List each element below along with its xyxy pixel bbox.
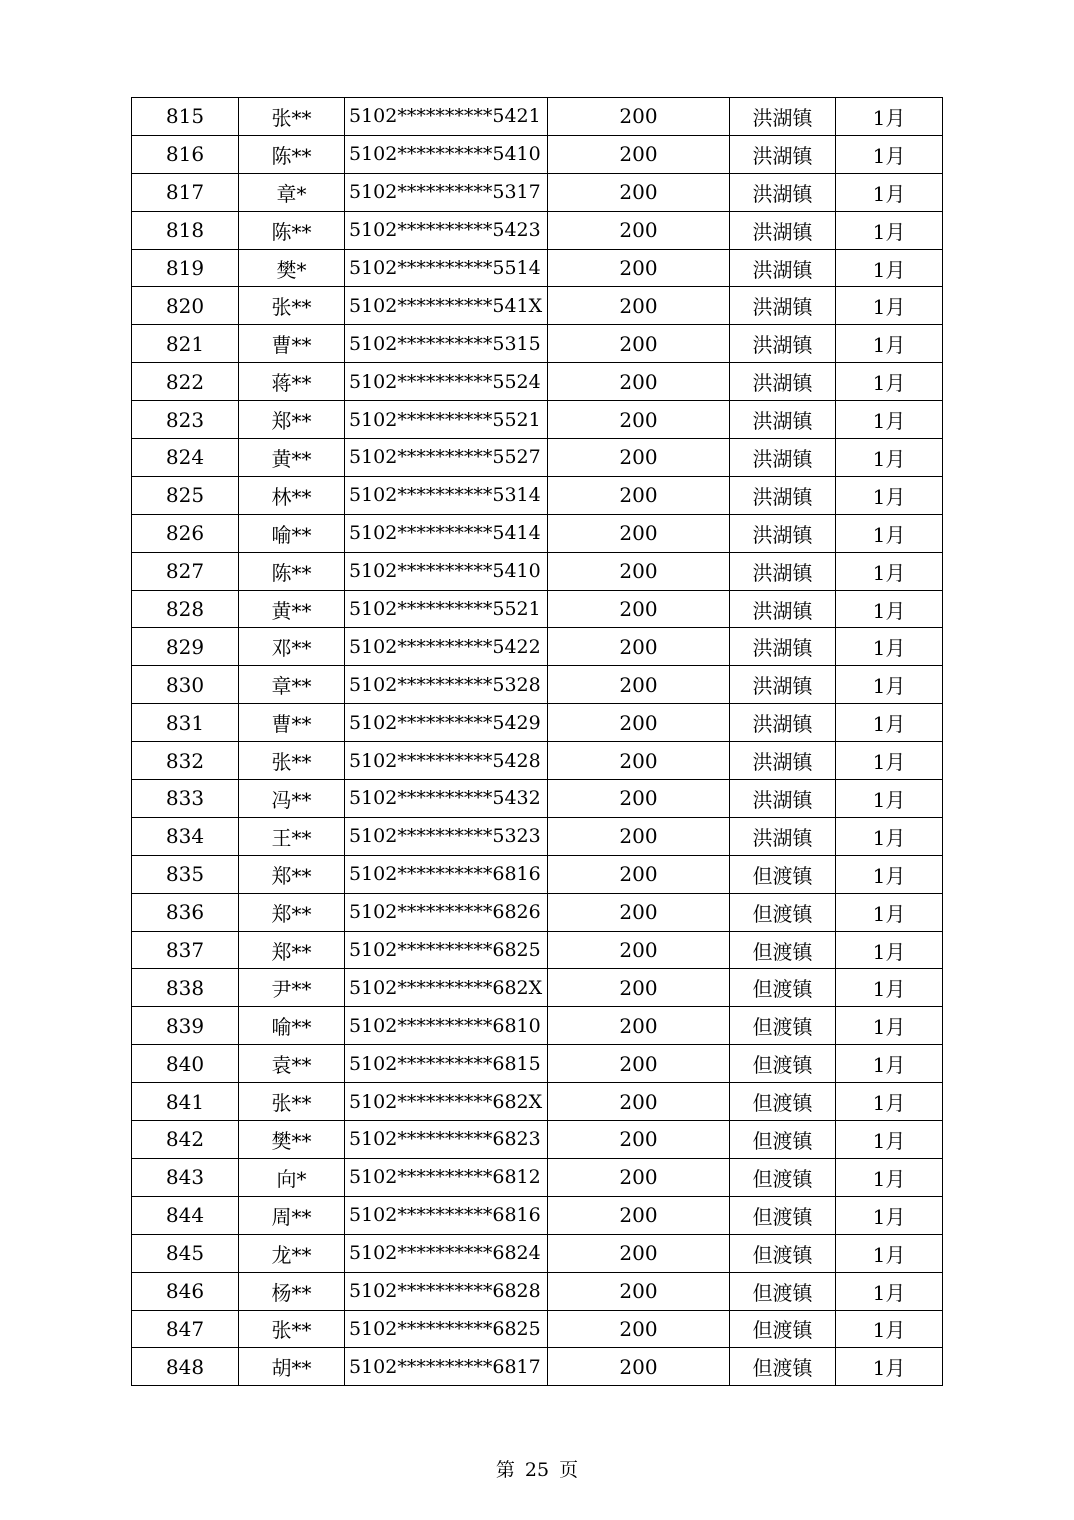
cell-town: 洪湖镇 <box>730 287 836 325</box>
cell-town: 但渡镇 <box>730 1158 836 1196</box>
table-row <box>132 1348 943 1386</box>
table-row <box>132 780 943 818</box>
cell-number: 845 <box>132 1234 239 1272</box>
cell-name: 陈** <box>239 211 345 249</box>
cell-number: 817 <box>132 173 239 211</box>
cell-month: 1月 <box>836 1045 943 1083</box>
cell-town: 洪湖镇 <box>730 325 836 363</box>
cell-number: 848 <box>132 1348 239 1386</box>
cell-number: 819 <box>132 249 239 287</box>
cell-number: 815 <box>132 98 239 136</box>
cell-month: 1月 <box>836 666 943 704</box>
cell-month: 1月 <box>836 1310 943 1348</box>
cell-amount: 200 <box>548 1196 730 1234</box>
cell-name: 袁** <box>239 1045 345 1083</box>
cell-amount: 200 <box>548 1045 730 1083</box>
cell-town: 洪湖镇 <box>730 742 836 780</box>
cell-id-number: 5102**********6816 <box>345 855 548 893</box>
cell-town: 洪湖镇 <box>730 363 836 401</box>
cell-number: 847 <box>132 1310 239 1348</box>
cell-town: 但渡镇 <box>730 1121 836 1159</box>
cell-town: 洪湖镇 <box>730 628 836 666</box>
cell-month: 1月 <box>836 590 943 628</box>
cell-amount: 200 <box>548 780 730 818</box>
cell-amount: 200 <box>548 931 730 969</box>
cell-amount: 200 <box>548 363 730 401</box>
cell-id-number: 5102**********5521 <box>345 401 548 439</box>
cell-town: 但渡镇 <box>730 1007 836 1045</box>
table-row <box>132 363 943 401</box>
table-row <box>132 969 943 1007</box>
cell-id-number: 5102**********6823 <box>345 1121 548 1159</box>
cell-month: 1月 <box>836 1234 943 1272</box>
table-row <box>132 590 943 628</box>
cell-amount: 200 <box>548 325 730 363</box>
cell-town: 但渡镇 <box>730 969 836 1007</box>
table-row <box>132 1310 943 1348</box>
cell-month: 1月 <box>836 704 943 742</box>
cell-id-number: 5102**********5423 <box>345 211 548 249</box>
cell-amount: 200 <box>548 211 730 249</box>
cell-id-number: 5102**********5328 <box>345 666 548 704</box>
table-row <box>132 1272 943 1310</box>
cell-name: 喻** <box>239 514 345 552</box>
cell-amount: 200 <box>548 173 730 211</box>
cell-name: 向* <box>239 1158 345 1196</box>
cell-name: 邓** <box>239 628 345 666</box>
cell-id-number: 5102**********6810 <box>345 1007 548 1045</box>
cell-amount: 200 <box>548 1007 730 1045</box>
cell-amount: 200 <box>548 249 730 287</box>
cell-month: 1月 <box>836 1272 943 1310</box>
cell-amount: 200 <box>548 1348 730 1386</box>
cell-month: 1月 <box>836 628 943 666</box>
table-row <box>132 514 943 552</box>
cell-id-number: 5102**********5323 <box>345 817 548 855</box>
cell-id-number: 5102**********5317 <box>345 173 548 211</box>
cell-number: 838 <box>132 969 239 1007</box>
cell-month: 1月 <box>836 135 943 173</box>
cell-id-number: 5102**********6826 <box>345 893 548 931</box>
cell-number: 842 <box>132 1121 239 1159</box>
table-row <box>132 1083 943 1121</box>
cell-name: 张** <box>239 1083 345 1121</box>
table-row <box>132 742 943 780</box>
table-row <box>132 1196 943 1234</box>
cell-name: 郑** <box>239 893 345 931</box>
cell-amount: 200 <box>548 439 730 477</box>
cell-month: 1月 <box>836 855 943 893</box>
cell-number: 822 <box>132 363 239 401</box>
cell-id-number: 5102**********5514 <box>345 249 548 287</box>
cell-month: 1月 <box>836 325 943 363</box>
cell-month: 1月 <box>836 1158 943 1196</box>
cell-town: 但渡镇 <box>730 1196 836 1234</box>
cell-amount: 200 <box>548 552 730 590</box>
cell-name: 冯** <box>239 780 345 818</box>
cell-month: 1月 <box>836 742 943 780</box>
cell-number: 840 <box>132 1045 239 1083</box>
cell-name: 张** <box>239 1310 345 1348</box>
cell-id-number: 5102**********5422 <box>345 628 548 666</box>
cell-month: 1月 <box>836 931 943 969</box>
cell-town: 洪湖镇 <box>730 552 836 590</box>
cell-name: 章* <box>239 173 345 211</box>
table-row <box>132 1121 943 1159</box>
cell-name: 尹** <box>239 969 345 1007</box>
cell-amount: 200 <box>548 893 730 931</box>
table-row <box>132 135 943 173</box>
cell-number: 839 <box>132 1007 239 1045</box>
cell-month: 1月 <box>836 969 943 1007</box>
table-row <box>132 98 943 136</box>
cell-month: 1月 <box>836 1007 943 1045</box>
cell-id-number: 5102**********5527 <box>345 439 548 477</box>
cell-month: 1月 <box>836 439 943 477</box>
cell-name: 陈** <box>239 135 345 173</box>
cell-name: 郑** <box>239 855 345 893</box>
cell-amount: 200 <box>548 855 730 893</box>
cell-id-number: 5102**********6825 <box>345 931 548 969</box>
cell-amount: 200 <box>548 817 730 855</box>
cell-month: 1月 <box>836 249 943 287</box>
cell-number: 846 <box>132 1272 239 1310</box>
cell-town: 洪湖镇 <box>730 780 836 818</box>
cell-town: 洪湖镇 <box>730 590 836 628</box>
cell-id-number: 5102**********6828 <box>345 1272 548 1310</box>
cell-name: 喻** <box>239 1007 345 1045</box>
cell-month: 1月 <box>836 514 943 552</box>
cell-month: 1月 <box>836 287 943 325</box>
cell-amount: 200 <box>548 1083 730 1121</box>
cell-amount: 200 <box>548 969 730 1007</box>
cell-name: 周** <box>239 1196 345 1234</box>
cell-name: 曹** <box>239 704 345 742</box>
cell-name: 王** <box>239 817 345 855</box>
table-body <box>132 98 943 1386</box>
cell-id-number: 5102**********6817 <box>345 1348 548 1386</box>
cell-name: 郑** <box>239 931 345 969</box>
table-row <box>132 325 943 363</box>
cell-name: 陈** <box>239 552 345 590</box>
cell-name: 曹** <box>239 325 345 363</box>
cell-name: 章** <box>239 666 345 704</box>
table-row <box>132 401 943 439</box>
cell-number: 818 <box>132 211 239 249</box>
cell-number: 832 <box>132 742 239 780</box>
records-table <box>131 97 943 1386</box>
cell-amount: 200 <box>548 1158 730 1196</box>
table-row <box>132 817 943 855</box>
cell-month: 1月 <box>836 552 943 590</box>
cell-amount: 200 <box>548 135 730 173</box>
cell-number: 823 <box>132 401 239 439</box>
cell-id-number: 5102**********6815 <box>345 1045 548 1083</box>
cell-number: 827 <box>132 552 239 590</box>
cell-town: 洪湖镇 <box>730 249 836 287</box>
cell-id-number: 5102**********5421 <box>345 98 548 136</box>
cell-id-number: 5102**********6825 <box>345 1310 548 1348</box>
cell-town: 洪湖镇 <box>730 476 836 514</box>
table-row <box>132 893 943 931</box>
cell-number: 831 <box>132 704 239 742</box>
cell-id-number: 5102**********5410 <box>345 135 548 173</box>
cell-town: 洪湖镇 <box>730 817 836 855</box>
cell-id-number: 5102**********6812 <box>345 1158 548 1196</box>
cell-number: 824 <box>132 439 239 477</box>
table-row <box>132 173 943 211</box>
cell-amount: 200 <box>548 1121 730 1159</box>
cell-id-number: 5102**********5521 <box>345 590 548 628</box>
cell-name: 张** <box>239 742 345 780</box>
cell-month: 1月 <box>836 363 943 401</box>
cell-id-number: 5102**********5428 <box>345 742 548 780</box>
cell-town: 但渡镇 <box>730 893 836 931</box>
cell-amount: 200 <box>548 476 730 514</box>
cell-amount: 200 <box>548 742 730 780</box>
cell-month: 1月 <box>836 1196 943 1234</box>
table-row <box>132 666 943 704</box>
cell-month: 1月 <box>836 211 943 249</box>
cell-name: 胡** <box>239 1348 345 1386</box>
cell-name: 蒋** <box>239 363 345 401</box>
cell-name: 杨** <box>239 1272 345 1310</box>
cell-id-number: 5102**********682X <box>345 969 548 1007</box>
cell-name: 樊* <box>239 249 345 287</box>
cell-id-number: 5102**********5524 <box>345 363 548 401</box>
cell-month: 1月 <box>836 98 943 136</box>
cell-id-number: 5102**********6824 <box>345 1234 548 1272</box>
cell-number: 820 <box>132 287 239 325</box>
page-footer <box>0 1455 1074 1482</box>
cell-number: 825 <box>132 476 239 514</box>
cell-id-number: 5102**********5315 <box>345 325 548 363</box>
cell-town: 洪湖镇 <box>730 173 836 211</box>
cell-town: 但渡镇 <box>730 1045 836 1083</box>
table-row <box>132 552 943 590</box>
cell-amount: 200 <box>548 401 730 439</box>
cell-town: 洪湖镇 <box>730 135 836 173</box>
cell-town: 洪湖镇 <box>730 211 836 249</box>
cell-name: 黄** <box>239 439 345 477</box>
table-row <box>132 855 943 893</box>
table-row <box>132 211 943 249</box>
cell-id-number: 5102**********5414 <box>345 514 548 552</box>
cell-name: 张** <box>239 98 345 136</box>
cell-amount: 200 <box>548 704 730 742</box>
table-row <box>132 1007 943 1045</box>
table-row <box>132 1234 943 1272</box>
cell-amount: 200 <box>548 1272 730 1310</box>
cell-amount: 200 <box>548 514 730 552</box>
cell-number: 836 <box>132 893 239 931</box>
cell-id-number: 5102**********682X <box>345 1083 548 1121</box>
cell-month: 1月 <box>836 173 943 211</box>
cell-town: 但渡镇 <box>730 1272 836 1310</box>
cell-number: 830 <box>132 666 239 704</box>
cell-month: 1月 <box>836 1121 943 1159</box>
cell-id-number: 5102**********541X <box>345 287 548 325</box>
cell-name: 郑** <box>239 401 345 439</box>
footer-suffix: 页 <box>559 1459 579 1481</box>
cell-id-number: 5102**********6816 <box>345 1196 548 1234</box>
cell-town: 但渡镇 <box>730 1348 836 1386</box>
cell-id-number: 5102**********5429 <box>345 704 548 742</box>
cell-number: 835 <box>132 855 239 893</box>
cell-town: 洪湖镇 <box>730 704 836 742</box>
cell-number: 844 <box>132 1196 239 1234</box>
cell-name: 黄** <box>239 590 345 628</box>
cell-name: 林** <box>239 476 345 514</box>
cell-number: 828 <box>132 590 239 628</box>
cell-number: 843 <box>132 1158 239 1196</box>
cell-town: 洪湖镇 <box>730 514 836 552</box>
table-row <box>132 704 943 742</box>
cell-amount: 200 <box>548 287 730 325</box>
cell-town: 洪湖镇 <box>730 401 836 439</box>
table-row <box>132 1158 943 1196</box>
cell-month: 1月 <box>836 780 943 818</box>
cell-amount: 200 <box>548 628 730 666</box>
cell-month: 1月 <box>836 1348 943 1386</box>
cell-town: 但渡镇 <box>730 1083 836 1121</box>
cell-name: 张** <box>239 287 345 325</box>
cell-amount: 200 <box>548 666 730 704</box>
cell-amount: 200 <box>548 98 730 136</box>
footer-prefix: 第 <box>495 1459 515 1481</box>
cell-month: 1月 <box>836 893 943 931</box>
table-row <box>132 439 943 477</box>
cell-number: 826 <box>132 514 239 552</box>
cell-id-number: 5102**********5432 <box>345 780 548 818</box>
table-row <box>132 476 943 514</box>
cell-town: 但渡镇 <box>730 931 836 969</box>
cell-amount: 200 <box>548 1310 730 1348</box>
cell-id-number: 5102**********5410 <box>345 552 548 590</box>
table-row <box>132 287 943 325</box>
cell-number: 816 <box>132 135 239 173</box>
cell-town: 洪湖镇 <box>730 98 836 136</box>
table-row <box>132 249 943 287</box>
cell-month: 1月 <box>836 1083 943 1121</box>
cell-name: 龙** <box>239 1234 345 1272</box>
table-row <box>132 628 943 666</box>
cell-amount: 200 <box>548 590 730 628</box>
page-number: 25 <box>524 1459 550 1481</box>
cell-number: 834 <box>132 817 239 855</box>
table-row <box>132 1045 943 1083</box>
cell-number: 837 <box>132 931 239 969</box>
cell-number: 821 <box>132 325 239 363</box>
cell-id-number: 5102**********5314 <box>345 476 548 514</box>
cell-name: 樊** <box>239 1121 345 1159</box>
cell-month: 1月 <box>836 476 943 514</box>
cell-town: 但渡镇 <box>730 1234 836 1272</box>
cell-number: 829 <box>132 628 239 666</box>
cell-month: 1月 <box>836 817 943 855</box>
cell-number: 841 <box>132 1083 239 1121</box>
cell-number: 833 <box>132 780 239 818</box>
cell-amount: 200 <box>548 1234 730 1272</box>
cell-month: 1月 <box>836 401 943 439</box>
table-row <box>132 931 943 969</box>
cell-town: 但渡镇 <box>730 855 836 893</box>
cell-town: 洪湖镇 <box>730 439 836 477</box>
cell-town: 但渡镇 <box>730 1310 836 1348</box>
cell-town: 洪湖镇 <box>730 666 836 704</box>
